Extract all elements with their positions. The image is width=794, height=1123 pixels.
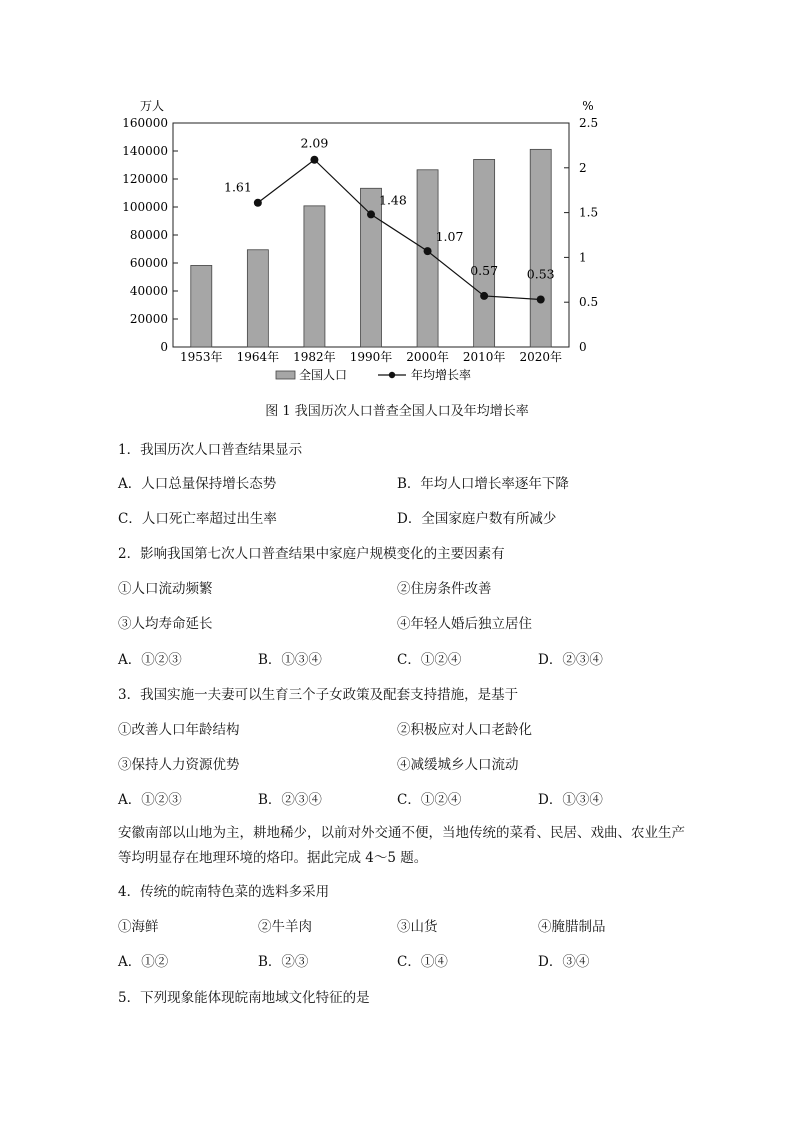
growth-rate-data-label: 0.57 (470, 262, 499, 278)
y-left-tick-label: 60000 (129, 256, 168, 270)
q3-option-d[interactable]: D．①③④ (538, 792, 603, 808)
x-tick-label: 2020年 (519, 350, 562, 364)
q4-statement-4: ④腌腊制品 (538, 919, 606, 935)
figure-caption: 图 1 我国历次人口普查全国人口及年均增长率 (265, 404, 529, 419)
q4-option-b[interactable]: B．②③ (258, 954, 309, 970)
population-chart (0, 0, 794, 400)
q3-statement-2: ②积极应对人口老龄化 (397, 722, 532, 738)
y-left-tick-label: 120000 (122, 172, 168, 186)
q1-option-c[interactable]: C．人口死亡率超过出生率 (118, 511, 277, 527)
population-bar (191, 265, 212, 347)
q3-option-b[interactable]: B．②③④ (258, 792, 322, 808)
growth-rate-data-label: 1.48 (379, 192, 407, 208)
y-left-tick-label: 140000 (122, 144, 168, 158)
growth-rate-data-label: 1.61 (224, 179, 252, 195)
q1-option-a[interactable]: A．人口总量保持增长态势 (118, 476, 277, 492)
q2-statement-2: ②住房条件改善 (397, 581, 492, 597)
growth-rate-line (258, 160, 541, 300)
growth-rate-point (254, 199, 262, 207)
question-2-stem: 2．影响我国第七次人口普查结果中家庭户规模变化的主要因素有 (118, 546, 505, 562)
q3-option-c[interactable]: C．①②④ (397, 792, 462, 808)
legend-bar-swatch (276, 371, 295, 379)
y-right-tick-label: 1.5 (579, 205, 599, 220)
y-right-tick-label: 1 (579, 250, 587, 265)
q4-statement-2: ②牛羊肉 (258, 919, 312, 935)
q2-option-d[interactable]: D．②③④ (538, 652, 603, 668)
population-bar (304, 206, 325, 347)
question-3-stem: 3．我国实施一夫妻可以生育三个子女政策及配套支持措施，是基于 (118, 687, 519, 703)
y-left-tick-label: 40000 (129, 284, 168, 298)
question-1-stem: 1．我国历次人口普查结果显示 (118, 442, 303, 458)
y-left-axis-label: 万人 (139, 99, 165, 113)
q1-option-d[interactable]: D．全国家庭户数有所减少 (397, 511, 557, 527)
y-left-tick-label: 20000 (129, 312, 168, 326)
x-tick-label: 1953年 (180, 350, 223, 364)
q4-statement-3: ③山货 (397, 919, 438, 935)
reading-passage: 安徽南部以山地为主，耕地稀少，以前对外交通不便，当地传统的菜肴、民居、戏曲、农业生产等均明显存在地理环境的烙印。据此完成 4～5 题。 (118, 825, 685, 866)
population-bar (247, 250, 268, 347)
y-right-tick-label: 0.5 (579, 295, 599, 310)
question-5-stem: 5．下列现象能体现皖南地域文化特征的是 (118, 990, 370, 1006)
q2-option-a[interactable]: A．①②③ (118, 652, 182, 668)
growth-rate-point (480, 292, 488, 300)
y-left-tick-label: 80000 (129, 228, 168, 242)
y-left-tick-label: 100000 (122, 200, 168, 214)
x-tick-label: 1990年 (349, 350, 393, 364)
q4-option-a[interactable]: A．①② (118, 954, 169, 970)
q2-statement-3: ③人均寿命延长 (118, 616, 213, 632)
population-bar (474, 159, 495, 347)
x-tick-label: 2000年 (406, 350, 449, 364)
q2-statement-1: ①人口流动频繁 (118, 581, 213, 597)
q3-statement-1: ①改善人口年龄结构 (118, 722, 240, 738)
growth-rate-data-label: 1.07 (435, 229, 464, 245)
q2-option-b[interactable]: B．①③④ (258, 652, 322, 668)
y-right-tick-label: 2 (579, 160, 587, 175)
q3-statement-4: ④减缓城乡人口流动 (397, 757, 519, 773)
x-tick-label: 1964年 (236, 350, 280, 364)
y-left-tick-label: 160000 (122, 116, 168, 130)
y-right-tick-label: 0 (579, 340, 587, 354)
q2-statement-4: ④年轻人婚后独立居住 (397, 616, 532, 632)
q4-option-d[interactable]: D．③④ (538, 954, 590, 970)
legend-line-marker (389, 372, 395, 378)
y-right-axis-label: % (582, 99, 594, 113)
legend-bar-label: 全国人口 (299, 368, 348, 382)
q2-option-c[interactable]: C．①②④ (397, 652, 462, 668)
q1-option-b[interactable]: B．年均人口增长率逐年下降 (397, 476, 569, 492)
q3-statement-3: ③保持人力资源优势 (118, 757, 240, 773)
legend-line-label: 年均增长率 (411, 368, 472, 382)
y-left-tick-label: 0 (160, 340, 168, 354)
growth-rate-point (537, 296, 545, 304)
growth-rate-point (424, 247, 432, 255)
y-right-tick-label: 2.5 (579, 116, 599, 130)
chart-legend (276, 367, 471, 382)
population-bar (417, 170, 438, 347)
x-tick-label: 2010年 (462, 350, 506, 364)
growth-rate-point (367, 210, 375, 218)
q4-statement-1: ①海鲜 (118, 919, 159, 935)
population-bar (530, 149, 551, 347)
question-4-stem: 4．传统的皖南特色菜的选料多采用 (118, 884, 330, 900)
growth-rate-data-label: 2.09 (300, 135, 329, 151)
q4-option-c[interactable]: C．①④ (397, 954, 448, 970)
growth-rate-point (310, 156, 318, 164)
q3-option-a[interactable]: A．①②③ (118, 792, 182, 808)
growth-rate-data-label: 0.53 (526, 266, 555, 282)
line-series (224, 136, 555, 304)
x-tick-label: 1982年 (293, 350, 336, 364)
